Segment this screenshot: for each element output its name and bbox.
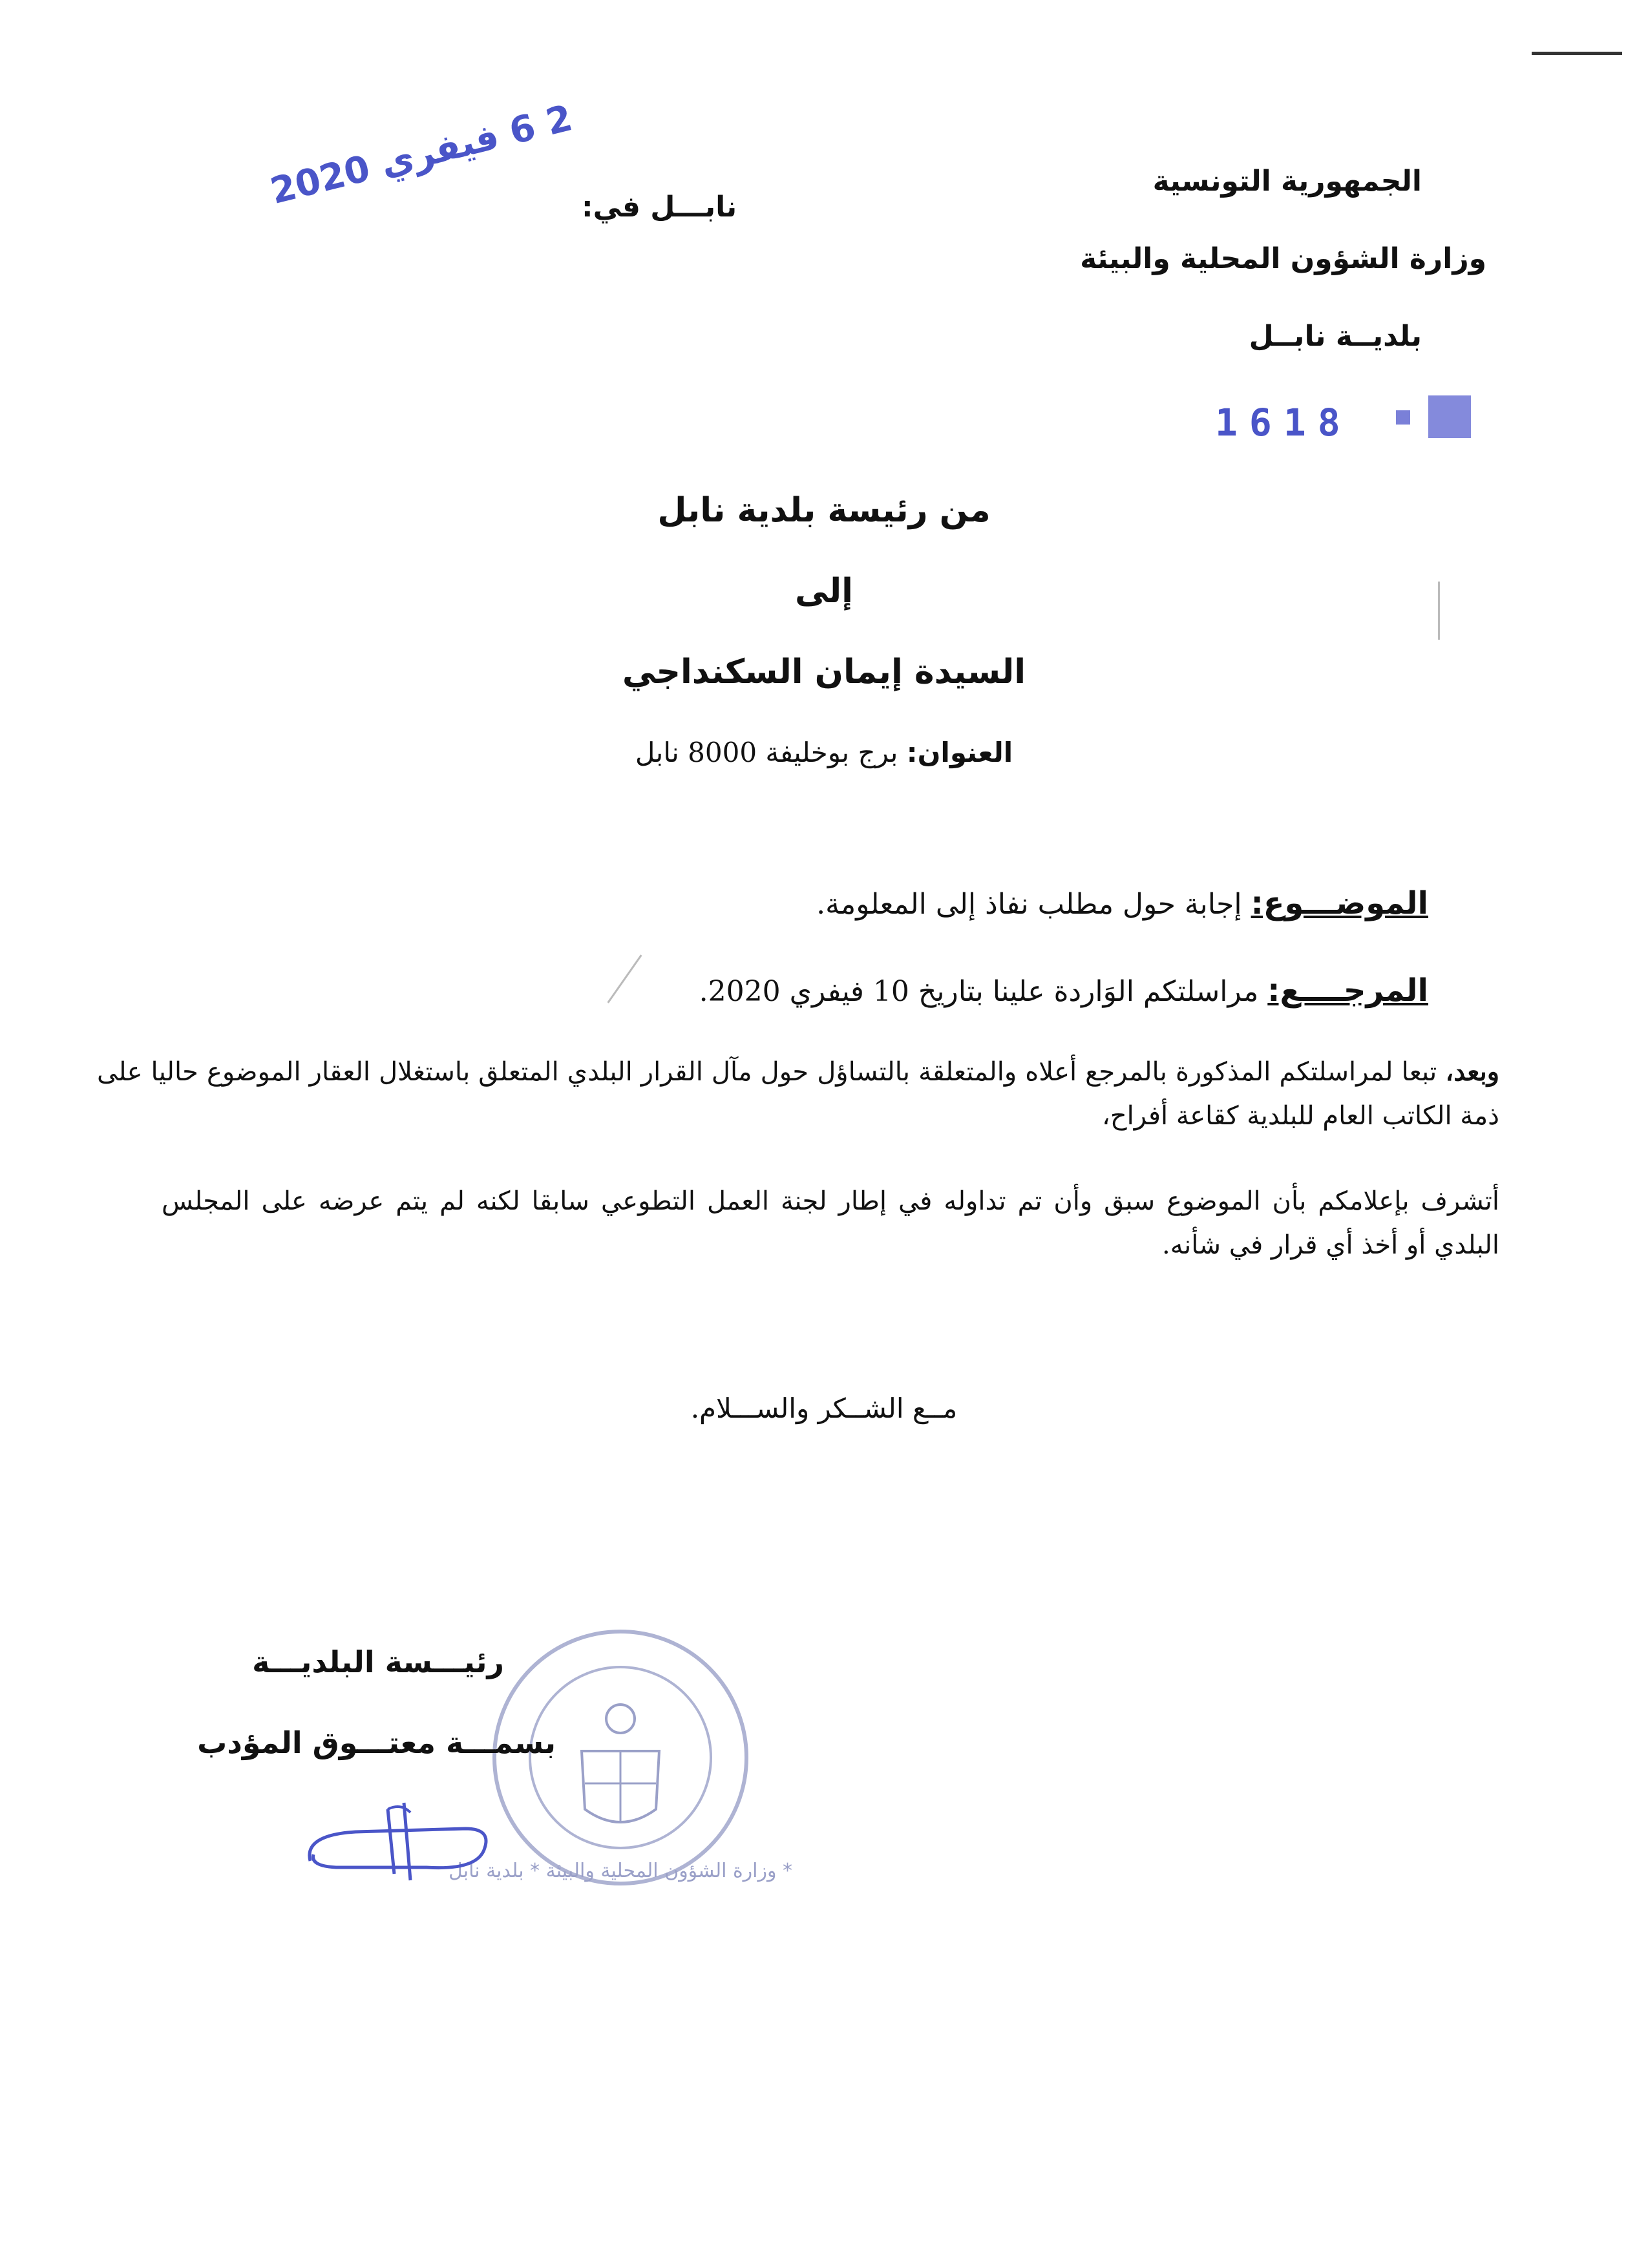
reference-line	[699, 972, 1428, 1009]
reference-number: 1618	[1215, 401, 1352, 445]
subject-line	[816, 885, 1428, 921]
republic-heading: الجمهورية التونسية	[1152, 165, 1422, 198]
paragraph-lead: وبعد،	[1445, 1056, 1500, 1087]
from-line: من رئيسة بلدية نابل	[657, 491, 991, 530]
closing-line: مــع الشــكر والســـلام.	[690, 1392, 958, 1424]
body-paragraph-1	[97, 1050, 1499, 1138]
body-paragraph-2	[162, 1179, 1499, 1267]
reference-value: مراسلتكم الوَاردة علينا بتاريخ 10 فيفري 2020.	[699, 975, 1268, 1008]
seal-text: وزارة الشؤون المحلية والبيئة * بلدية نابل *	[448, 1860, 793, 1882]
municipality-heading: بلديــة نابــل	[1249, 320, 1422, 353]
scan-mark	[607, 954, 642, 1003]
reference-label: المرجــــع:	[1267, 972, 1428, 1009]
address-line	[0, 737, 1648, 768]
stamp-mark-block	[1428, 395, 1471, 438]
corner-mark	[1532, 52, 1622, 55]
address-label: العنوان:	[906, 737, 1013, 768]
handwritten-signature	[297, 1790, 504, 1887]
scan-mark	[1438, 582, 1440, 640]
paragraph-1-text: تبعا لمراسلتكم المذكورة بالمرجع أعلاه والمتعلقة بالتساؤل حول مآل القرار البلدي المتعلق باستغلال العقار الموضوع حاليا على ذمة الكاتب العام للبلدية كقاعة أفراح،	[97, 1057, 1499, 1131]
signature-name: بسمـــة معتـــوق المؤدب	[197, 1725, 556, 1760]
subject-value: إجابة حول مطلب نفاذ إلى المعلومة.	[816, 888, 1251, 921]
ministry-heading: وزارة الشؤون المحلية والبيئة	[1080, 242, 1486, 275]
recipient-line: السيدة إيمان السكنداجي	[622, 653, 1026, 691]
signature-title: رئيـــسة البلديـــة	[252, 1644, 504, 1679]
stamp-mark-small	[1396, 410, 1410, 425]
place-label: نابـــل في:	[582, 191, 737, 224]
to-word: إلى	[795, 572, 853, 611]
date-stamp: 2 6 فيفري 2020	[266, 97, 576, 213]
paragraph-2-text: أتشرف بإعلامكم بأن الموضوع سبق وأن تم تداوله في إطار لجنة العمل التطوعي سابقا لكنه لم يتم عرضه على المجلس البلدي أو أخذ أي قرار في شأنه.	[162, 1186, 1499, 1260]
subject-label: الموضـــوع:	[1251, 885, 1428, 921]
address-value: برج بوخليفة 8000 نابل	[635, 737, 907, 768]
